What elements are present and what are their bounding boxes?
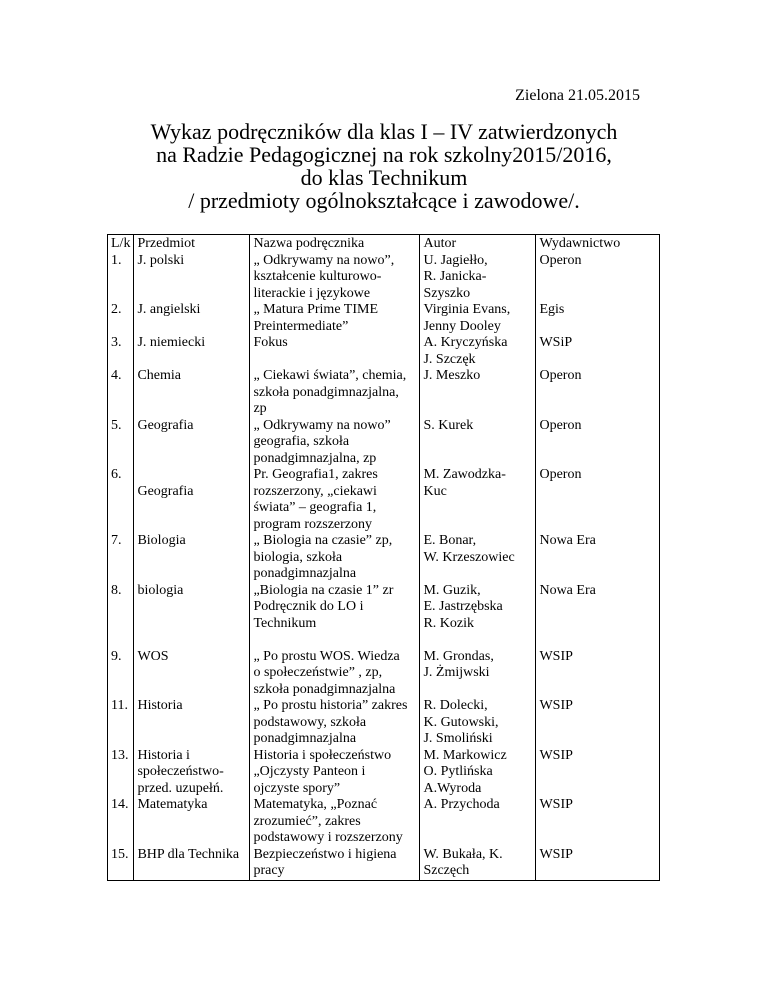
textbook-text: „Ojczysty Panteon i <box>253 764 366 779</box>
textbook-text: szkoła ponadgimnazjalna <box>253 681 396 697</box>
row-number <box>111 781 130 798</box>
row-number <box>111 764 130 781</box>
subject-text <box>137 500 246 517</box>
row-number <box>111 616 130 633</box>
column-autor <box>420 235 536 881</box>
author-text: O. Pytlińska <box>423 764 493 779</box>
row-number <box>111 500 130 517</box>
textbook-text: Podręcznik do LO i <box>253 599 364 614</box>
publisher-text <box>539 632 656 649</box>
row-number: 14. <box>111 797 129 812</box>
publisher-text <box>539 269 656 286</box>
publisher-text <box>539 550 656 567</box>
publisher-text <box>539 830 656 847</box>
publisher-text <box>539 319 656 336</box>
author-text <box>423 401 532 418</box>
row-number <box>111 830 130 847</box>
publisher-text: Operon <box>539 252 582 268</box>
row-number: 6. <box>111 467 122 482</box>
publisher-text <box>539 863 656 880</box>
subject-text <box>137 665 246 682</box>
author-text <box>423 500 532 517</box>
author-text: E. Jastrzębska <box>423 599 503 614</box>
publisher-text: WSIP <box>539 797 573 812</box>
row-number: 5. <box>111 417 122 433</box>
subject-text <box>137 616 246 633</box>
publisher-text <box>539 517 656 534</box>
row-number <box>111 632 130 649</box>
author-text: S. Kurek <box>423 417 474 433</box>
publisher-text: WSIP <box>539 648 573 664</box>
title-line-1: Wykaz podręczników dla klas I – IV zatwierdzonych <box>150 119 618 144</box>
subject-text <box>137 715 246 732</box>
subject-text <box>137 269 246 286</box>
row-number: 11. <box>111 698 128 713</box>
subject-text <box>137 632 246 649</box>
textbook-text: rozszerzony, „ciekawi <box>253 483 377 499</box>
author-text: Jenny Dooley <box>423 318 501 334</box>
subject-text <box>137 385 246 402</box>
textbook-text: „ Biologia na czasie” zp, <box>253 533 393 548</box>
author-text: J. Smoliński <box>423 731 493 746</box>
textbook-text: Fokus <box>253 335 288 350</box>
row-number: 9. <box>111 648 122 664</box>
row-number <box>111 434 130 451</box>
column-header-lk <box>108 235 134 881</box>
publisher-text: WSIP <box>539 846 573 862</box>
subject-text: biologia <box>137 582 184 598</box>
publisher-text: WSiP <box>539 335 573 350</box>
subject-text <box>137 467 246 484</box>
publisher-text <box>539 566 656 583</box>
row-number <box>111 286 130 303</box>
row-number <box>111 401 130 418</box>
publisher-text <box>539 599 656 616</box>
publisher-text <box>539 665 656 682</box>
textbook-text: podstawowy, szkoła <box>253 714 367 730</box>
row-number <box>111 814 130 831</box>
publisher-text <box>539 385 656 402</box>
row-number: 15. <box>111 846 129 862</box>
textbook-text: „ Ciekawi świata”, chemia, <box>253 368 407 383</box>
subject-text <box>137 814 246 831</box>
author-text <box>423 682 532 699</box>
row-number <box>111 319 130 336</box>
author-text: M. Grondas, <box>423 648 494 664</box>
publisher-text <box>539 814 656 831</box>
author-text: R. Janicka- <box>423 269 487 284</box>
author-text: J. Szczęk <box>423 351 476 367</box>
author-text: J. Żmijwski <box>423 665 490 680</box>
subject-text: przed. uzupełń. <box>137 780 224 796</box>
publisher-text <box>539 764 656 781</box>
publisher-text: Egis <box>539 302 565 317</box>
row-number: 3. <box>111 335 122 350</box>
author-text <box>423 566 532 583</box>
author-text: A.Wyroda <box>423 780 482 796</box>
table-row <box>108 235 660 881</box>
publisher-text <box>539 500 656 517</box>
textbook-text: geografia, szkoła <box>253 434 350 449</box>
subject-text: Historia i <box>137 747 190 763</box>
row-number <box>111 484 130 501</box>
row-number: 8. <box>111 582 122 598</box>
textbook-text <box>253 632 416 649</box>
header-label: Przedmiot <box>137 236 195 251</box>
textbook-text: Historia i społeczeństwo <box>253 747 392 763</box>
author-text: Szczęch <box>423 863 470 878</box>
subject-text <box>137 550 246 567</box>
publisher-text <box>539 731 656 748</box>
row-number <box>111 352 130 369</box>
subject-text: BHP dla Technika <box>137 846 240 862</box>
subject-text <box>137 352 246 369</box>
row-number <box>111 269 130 286</box>
subject-text: J. polski <box>137 252 185 268</box>
textbook-text: podstawowy i rozszerzony <box>253 830 403 845</box>
textbook-text: „ Odkrywamy na nowo”, <box>253 252 395 268</box>
subject-text: Biologia <box>137 533 186 548</box>
textbook-text: biologia, szkoła <box>253 549 343 565</box>
column-wydawnictwo <box>536 235 660 881</box>
author-text: W. Krzeszowiec <box>423 549 515 565</box>
author-text: A. Kryczyńska <box>423 335 508 350</box>
textbook-text: o społeczeństwie” , zp, <box>253 665 383 680</box>
textbook-text: zrozumieć”, zakres <box>253 813 361 829</box>
textbook-text: Bezpieczeństwo i higiena <box>253 846 397 862</box>
column-nazwa-podrecznika <box>250 235 420 881</box>
author-text <box>423 517 532 534</box>
author-text <box>423 451 532 468</box>
subject-text: społeczeństwo- <box>137 764 224 779</box>
subject-text: J. niemiecki <box>137 335 206 350</box>
row-number <box>111 566 130 583</box>
publisher-text: Nowa Era <box>539 582 596 598</box>
subject-text <box>137 517 246 534</box>
publisher-text <box>539 352 656 369</box>
row-number <box>111 550 130 567</box>
row-number <box>111 731 130 748</box>
textbook-text: „ Po prostu WOS. Wiedza <box>253 648 400 664</box>
author-text: M. Zawodzka- <box>423 467 506 482</box>
author-text: A. Przychoda <box>423 797 500 812</box>
row-number: 1. <box>111 252 122 268</box>
header-label: Nazwa podręcznika <box>253 236 365 251</box>
author-text: R. Dolecki, <box>423 698 488 713</box>
subject-text: Geografia <box>137 483 194 499</box>
textbook-text: ponadgimnazjalna <box>253 731 357 746</box>
author-text <box>423 632 532 649</box>
textbook-text: „ Matura Prime TIME <box>253 302 378 317</box>
title-line-4: / przedmioty ogólnokształcące i zawodowe/. <box>188 188 580 213</box>
document-title <box>100 120 668 212</box>
publisher-text <box>539 434 656 451</box>
textbook-text: pracy <box>253 863 285 878</box>
author-text: K. Gutowski, <box>423 714 499 730</box>
subject-text <box>137 401 246 418</box>
textbook-text: „Biologia na czasie 1” zr <box>253 582 394 598</box>
row-number <box>111 385 130 402</box>
author-text: U. Jagiełło, <box>423 252 488 268</box>
document-date: Zielona 21.05.2015 <box>515 87 640 104</box>
author-text: J. Meszko <box>423 368 481 383</box>
subject-text <box>137 566 246 583</box>
publisher-text: Nowa Era <box>539 533 596 548</box>
subject-text <box>137 830 246 847</box>
subject-text <box>137 319 246 336</box>
textbook-text: szkoła ponadgimnazjalna, <box>253 384 399 400</box>
author-text: Kuc <box>423 483 447 499</box>
textbook-text: ponadgimnazjalna <box>253 566 357 581</box>
row-number: 7. <box>111 533 122 548</box>
publisher-text <box>539 401 656 418</box>
subject-text: Geografia <box>137 417 194 433</box>
textbook-text: Pr. Geografia1, zakres <box>253 467 378 482</box>
title-line-2: na Radzie Pedagogicznej na rok szkolny2015/2016, <box>156 142 612 167</box>
row-number: 4. <box>111 368 122 383</box>
author-text: Virginia Evans, <box>423 302 511 317</box>
row-number <box>111 665 130 682</box>
row-number <box>111 682 130 699</box>
textbook-text: ponadgimnazjalna, zp <box>253 450 377 466</box>
textbook-text: „ Odkrywamy na nowo” <box>253 417 391 433</box>
textbook-text: Matematyka, „Poznać <box>253 797 378 812</box>
subject-text <box>137 286 246 303</box>
subject-text <box>137 451 246 468</box>
subject-text: Matematyka <box>137 797 208 812</box>
subject-text <box>137 863 246 880</box>
author-text <box>423 814 532 831</box>
publisher-text: WSIP <box>539 698 573 713</box>
publisher-text <box>539 781 656 798</box>
author-text: E. Bonar, <box>423 533 477 548</box>
subject-text: Chemia <box>137 368 181 383</box>
textbook-text <box>253 352 416 369</box>
row-number <box>111 715 130 732</box>
subject-text: J. angielski <box>137 302 201 317</box>
row-number <box>111 863 130 880</box>
publisher-text <box>539 616 656 633</box>
publisher-text <box>539 286 656 303</box>
textbook-text: kształcenie kulturowo- <box>253 269 382 284</box>
textbook-text: „ Po prostu historia” zakres <box>253 698 408 713</box>
publisher-text <box>539 484 656 501</box>
column-przedmiot <box>134 235 250 881</box>
textbook-text: Preintermediate” <box>253 318 349 334</box>
subject-text <box>137 682 246 699</box>
publisher-text: Operon <box>539 368 582 383</box>
subject-text: Historia <box>137 698 183 713</box>
publisher-text: Operon <box>539 467 582 482</box>
textbook-table <box>107 234 660 881</box>
header-label: Autor <box>423 236 457 251</box>
textbook-text: ojczyste spory” <box>253 780 341 796</box>
textbook-text: program rozszerzony <box>253 516 373 532</box>
author-text: R. Kozik <box>423 615 475 631</box>
row-number <box>111 451 130 468</box>
publisher-text <box>539 682 656 699</box>
row-number: 2. <box>111 302 122 317</box>
author-text: M. Markowicz <box>423 747 507 763</box>
publisher-text: WSIP <box>539 747 573 763</box>
subject-text: WOS <box>137 648 169 664</box>
row-number <box>111 599 130 616</box>
row-number <box>111 517 130 534</box>
header-label: L/k <box>111 236 131 251</box>
subject-text <box>137 731 246 748</box>
title-line-3: do klas Technikum <box>300 165 468 190</box>
textbook-text: świata” – geografia 1, <box>253 500 377 515</box>
publisher-text <box>539 715 656 732</box>
author-text <box>423 434 532 451</box>
row-number: 13. <box>111 747 129 763</box>
textbook-text: zp <box>253 401 267 416</box>
header-label: Wydawnictwo <box>539 236 621 251</box>
textbook-text: literackie i językowe <box>253 285 371 301</box>
subject-text <box>137 434 246 451</box>
subject-text <box>137 599 246 616</box>
author-text: M. Guzik, <box>423 582 481 598</box>
author-text <box>423 830 532 847</box>
textbook-text: Technikum <box>253 615 317 631</box>
author-text <box>423 385 532 402</box>
publisher-text <box>539 451 656 468</box>
author-text: Szyszko <box>423 285 471 301</box>
publisher-text: Operon <box>539 417 582 433</box>
author-text: W. Bukała, K. <box>423 846 503 862</box>
